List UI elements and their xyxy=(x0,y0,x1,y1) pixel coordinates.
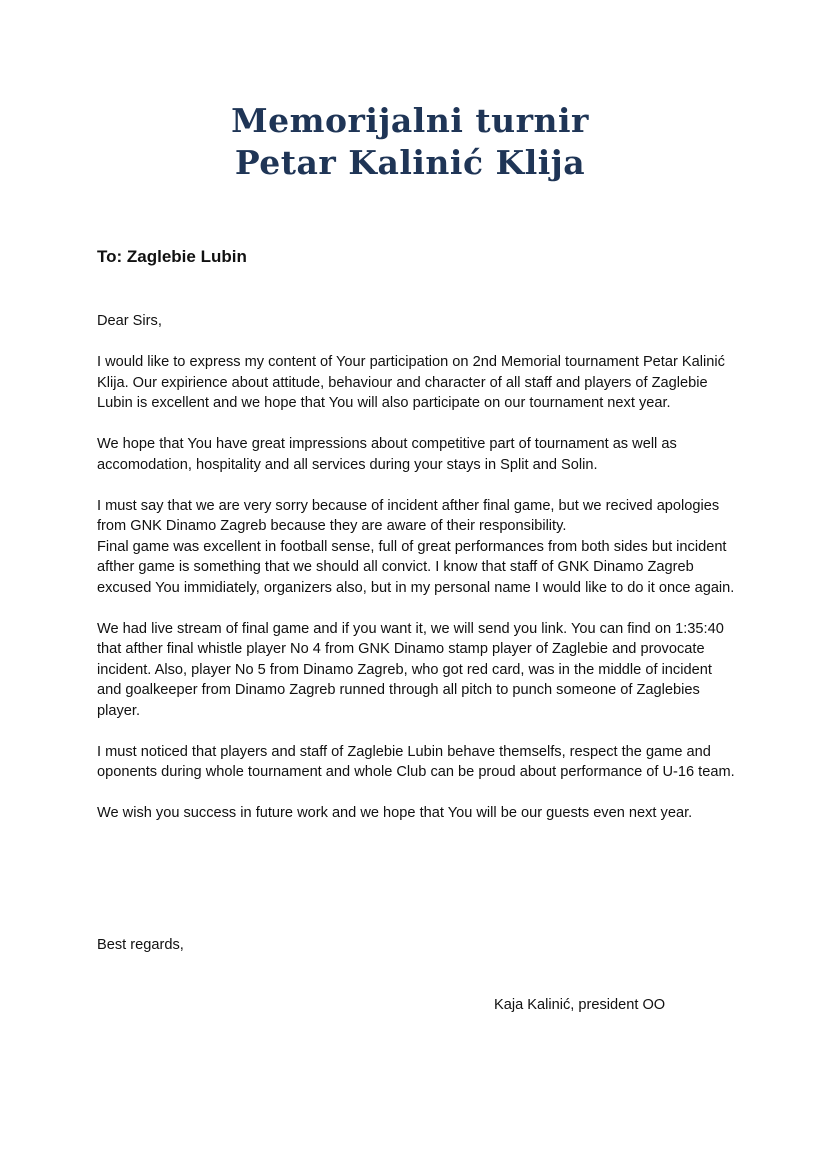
paragraph-apology: I must say that we are very sorry because of incident afther final game, but we recived apologies from GNK Dinamo Zagreb because they are aware of their responsibility. xyxy=(97,497,720,534)
paragraph-participation: I would like to express my content of Your participation on 2nd Memorial tournament Petar Kalinić Klija. Our expirience about attitude, behaviour and character of all staff and players of Zaglebie Lubin is excellent and we hope that You will also participate on our tournament next year. xyxy=(97,354,725,411)
letterhead-line-2: Petar Kalinić Klija xyxy=(234,143,586,182)
letter-body xyxy=(97,311,737,844)
paragraph-final-game: Final game was excellent in football sense, full of great performances from both sides but incident afther game is something that we should all convict. I know that staff of GNK Dinamo Zagreb excused You immidiately, organizers also, but in my personal name I would like to do it once again. xyxy=(97,538,735,596)
recipient-line: To: Zaglebie Lubin xyxy=(97,247,247,266)
paragraph-live-stream: We had live stream of final game and if you want it, we will send you link. You can find on 1:35:40 that afther final whistle player No 4 from GNK Dinamo stamp player of Zaglebie and provocate incident. Also, player No 5 from Dinamo Zagreb, who got red card, was in the middle of incident and goalkeeper from Dinamo Zagreb runned through all pitch to punch someone of Zaglebies player. xyxy=(97,620,724,719)
paragraph-behaviour: I must noticed that players and staff of Zaglebie Lubin behave themselfs, respect the game and oponents during whole tournament and whole Club can be proud about performance of U-16 team. xyxy=(97,743,735,780)
paragraph-impressions: We hope that You have great impressions about competitive part of tournament as well as accomodation, hospitality and all services during your stays in Split and Solin. xyxy=(97,436,677,473)
letterhead-line-1: Memorijalni turnir xyxy=(231,101,589,140)
signature-line: Kaja Kalinić, president OO xyxy=(494,997,666,1013)
letterhead-title xyxy=(0,100,820,184)
paragraph-wishes: We wish you success in future work and we hope that You will be our guests even next year. xyxy=(97,805,693,821)
salutation: Dear Sirs, xyxy=(97,313,162,329)
closing-line: Best regards, xyxy=(97,937,184,953)
